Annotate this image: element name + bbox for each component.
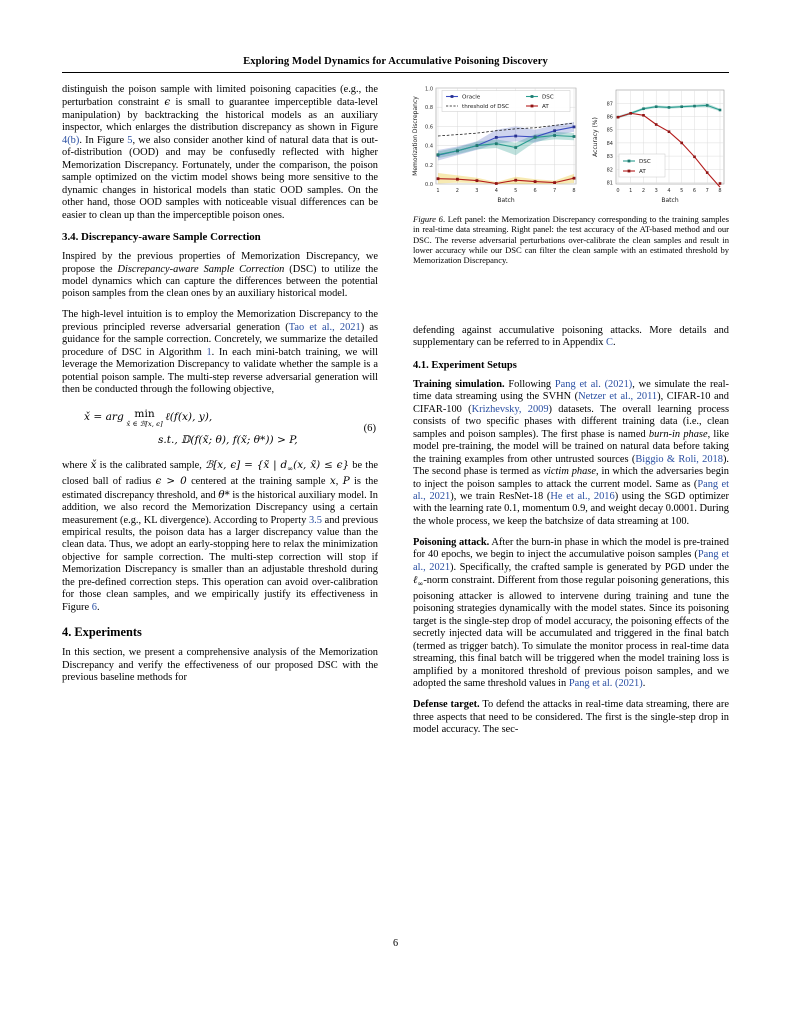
poisoning-attack-head: Poisoning attack. [413,536,490,548]
p4-m2c: (x, x̃) ≤ ϵ} [293,458,350,471]
svg-text:1: 1 [629,188,633,194]
p1-a: distinguish the poison sample with limited poisoning capacities (e.g., the perturbation constraint [62,84,378,109]
right-panel-legend [619,154,665,177]
rp3-ell-sub: ∞ [417,579,424,589]
equation-lhs: x̌ = arg [84,410,124,423]
svg-text:7: 7 [705,188,709,194]
svg-text:0.2: 0.2 [425,162,433,169]
svg-text:8: 8 [572,188,576,194]
rp2-f: ). The second phase is termed as [413,453,729,478]
training-simulation-head: Training simulation. [413,378,505,390]
citation-tao-2021[interactable]: Tao et al., 2021 [288,321,361,333]
legend-label-dsc: DSC [542,94,554,101]
p4-m6: θ* [218,488,230,501]
svg-text:5: 5 [514,188,518,194]
right-legend-label-dsc: DSC [639,158,651,165]
svg-text:0.6: 0.6 [425,124,433,131]
rp2-c: ), CIFAR-10 and CIFAR-100 ( [413,391,729,415]
equation-min-subscript: x̌ ∈ ℬ[x, ϵ] [126,419,163,428]
section-heading-4: 4. Experiments [62,625,142,640]
equation-6 [62,407,378,448]
citation-krizhevsky-2009[interactable]: Krizhevsky, 2009 [471,403,549,415]
right-x-ticks [616,188,721,194]
right-paragraph-3 [413,537,729,691]
defense-target-head: Defense target. [413,699,480,711]
p3-b: ) as guidance for the sample correction. Concretely, we summarize the detailed procedure of DSC in Algorithm [62,321,379,358]
svg-text:85: 85 [606,127,613,134]
svg-text:86: 86 [606,114,613,121]
p4-e: , [335,476,343,488]
running-head: Exploring Model Dynamics for Accumulative Poisoning Discovery [243,56,548,67]
right-y-axis-label: Accuracy (%) [592,117,599,157]
algorithm-ref-1[interactable]: 1 [206,346,212,358]
p4-g: is the historical auxiliary model. In addition, we also record the Memorization Discrepancy using a certain measurement (e.g., KL divergence). According to Property [62,489,378,526]
left-x-axis-label: Batch [497,197,515,204]
rp3-a: After the burn-in phase in which the model is pre-trained for 40 epochs, we begin to inject the accumulative poison samples ( [413,536,729,561]
svg-text:84: 84 [606,140,613,147]
right-legend-label-at: AT [639,168,646,175]
p2-italic: Discrepancy-aware Sample Correction [117,263,285,275]
rp2-italic-victim: victim phase [543,466,596,478]
rp2-a: Following [504,378,555,390]
legend-label-oracle: Oracle [462,94,481,101]
figure-ref-6[interactable]: 6 [91,601,97,613]
svg-text:1.0: 1.0 [425,86,433,93]
p4-m5: P [342,475,350,488]
page-number: 6 [392,938,399,949]
equation-rhs: ℓ(f(x), y), [165,410,213,423]
section-heading-3-4: 3.4. Discrepancy-aware Sample Correction [62,230,261,243]
rp1-b: . [612,337,616,349]
appendix-ref-c[interactable]: C [606,337,613,349]
rp2-italic-burn-in: burn-in phase [648,428,708,440]
p1-b: is small to guarantee imperceptible data-level manipulation) by backtracking the historical models as an auxiliary inspector, which enlarges the distribution discrepancy as shown in Figure [62,97,379,134]
citation-pang-2021-a[interactable]: Pang et al. (2021) [554,378,633,390]
citation-pang-2021-d[interactable]: Pang et al. (2021) [568,678,643,689]
right-paragraph-2 [413,379,729,528]
citation-pang-2021-c[interactable]: Pang et al., 2021 [413,549,729,573]
paragraph-2 [62,251,378,301]
paragraph-3 [62,309,378,396]
paragraph-5: In this section, we present a comprehensive analysis of the Memorization Discrepancy and verify the effectiveness of our proposed DSC with the previous baseline methods for [62,647,378,684]
p4-m3: ϵ > 0 [155,475,187,488]
svg-text:81: 81 [606,180,613,187]
p4-a: where [62,459,91,471]
svg-text:0.0: 0.0 [425,182,433,188]
p3-a: The high-level intuition is to employ the Memorization Discrepancy to the previous principled reverse adversarial generation ( [62,309,378,333]
p4-m4: x [329,475,336,488]
svg-text:0.8: 0.8 [425,105,433,112]
p4-i: . [96,601,100,613]
svg-text:3: 3 [475,188,479,194]
property-ref-3-5[interactable]: 3.5 [308,514,322,526]
figure-6 [410,82,732,210]
rp4-a: To defend the attacks in real-time data streaming, there are three aspects that need to be considered. The first is the single-step drop in model accuracy. The sec- [413,699,729,735]
p4-b: is the calibrated sample, [96,459,206,471]
equation-min: min [134,407,155,420]
svg-text:87: 87 [606,101,613,108]
chart-right-panel [582,82,737,210]
rp3-c: -norm constraint. Different from those regular poisoning generations, this poisoning attacker is allowed to intervene during training and tune the poisoning strategies dynamically with the model states. Since its poisoning target is the single-step drop of model accuracy, the poisoning effects of the secretly injected data will be accumulated and triggered in the final batch (termed as trigger batch). To simulate the monitor process in real-time data streaming, this final batch will be triggered when the model training loss is amplified by a monitored threshold of previous poison samples, and we adopted the same threshold values in [413,575,730,689]
rp2-i: ) using the SGD optimizer with the learning rate 0.1, momentum 0.9, and weight decay 0.0001. During the whole process, we keep the batchsize of data streaming at 100. [413,490,729,527]
svg-text:4: 4 [494,188,498,194]
left-panel-plot-area [412,87,576,205]
figure-ref-5[interactable]: 5 [127,134,133,146]
equation-argmin [126,407,162,428]
chart-left-panel [406,82,584,210]
svg-text:8: 8 [718,188,722,194]
paragraph-4 [62,459,378,615]
paragraph-1 [62,84,378,222]
p1-epsilon: ϵ [164,96,171,109]
citation-he-2016[interactable]: He et al., 2016 [550,490,615,502]
legend-label-at: AT [542,103,549,110]
rp3-b: ). Specifically, the crafted sample is generated by PGD under the [450,561,729,573]
svg-text:2: 2 [455,188,459,194]
citation-netzer-2011[interactable]: Netzer et al., 2011 [578,391,658,403]
right-paragraph-1 [413,325,729,350]
left-x-ticks [436,188,575,194]
header-rule [62,72,729,73]
svg-text:6: 6 [692,188,697,194]
rp2-e: , like model pre-training, the model will be trained on natural data before taking the training examples from other untrusted sources ( [413,428,730,465]
rp3-d: . [642,678,646,689]
figure-panels [410,82,732,210]
legend-label-threshold: threshold of DSC [462,103,510,110]
svg-text:3: 3 [654,188,658,194]
p2-b: (DSC) to utilize the model dynamics which can capture the differences between the potential poison samples from the clean ones by an auxiliary historical model. [62,263,378,300]
figure-caption [413,214,729,266]
figure-caption-text: . Left panel: the Memorization Discrepancy corresponding to the training samples in real-time data streaming. Right panel: the test accuracy of the AT-based method and our DSC. The reverse adversarial perturbations over-calibrate the clean samples and result in lower accuracy while our DSC can filter the clean sample with an estimated threshold by Memorization Discrepancy. [413,214,729,266]
equation-line-1 [62,407,378,428]
p4-m2: ℬ[x, ϵ] = {x̃ | d [205,458,288,471]
left-column [62,84,378,693]
equation-number: (6) [363,422,376,434]
p1-c: . In Figure [79,134,128,146]
rp1-a: defending against accumulative poisoning attacks. More details and supplementary can be referred to in Appendix [413,325,729,349]
right-paragraph-4 [413,699,729,736]
svg-text:7: 7 [553,188,557,194]
p4-h: and previous empirical results, the poison data has a larger discrepancy value than the clean data. Thus, we adopt an early-stopping here to relax the minimization objective for sample correction. The multi-step correction will stop if Memorization Discrepancy is smaller than an adjustable threshold during the pre-defined correction steps. This operation can avoid over-calibration for those clean samples, and we empirically justify its effectiveness in Figure [62,514,379,613]
p4-c: be the closed ball of radius [62,459,378,488]
left-y-axis-label: Memorization Discrepancy [412,96,419,176]
rp2-g: , in which the adversaries begin to inject the poison samples to attack the current model. Same as ( [413,466,729,490]
figure-ref-4b[interactable]: 4(b) [62,134,80,146]
left-y-ticks [425,87,433,189]
svg-text:0: 0 [616,188,620,194]
left-panel-legend [442,91,570,112]
svg-text:5: 5 [680,188,684,194]
right-y-ticks [607,101,613,186]
section-heading-4-1: 4.1. Experiment Setups [413,359,517,371]
svg-text:1: 1 [436,188,440,194]
rp2-b: , we simulate the real-time data streaming using the SVHN ( [413,378,729,403]
rp3-ell: ℓ [413,574,418,587]
p3-c: . In each mini-batch training, we will leverage the Memorization Discrepancy to validate whether the sample is a potential poison sample. The multi-step reverse adversarial generation will then be conducted through the following objective, [62,346,378,396]
equation-constraint: s.t., 𝔻(f(x̃; θ), f(x̃; θ*)) > P, [158,433,298,446]
svg-text:0.4: 0.4 [425,143,433,150]
svg-text:82: 82 [606,167,613,174]
citation-pang-2021-b[interactable]: Pang et al., 2021 [413,478,729,502]
right-column [413,325,729,745]
rp2-h: ), we train ResNet-18 ( [450,490,551,502]
svg-text:4: 4 [667,188,671,194]
right-x-axis-label: Batch [661,197,679,204]
p4-m2-sub: ∞ [287,463,294,473]
p4-d: centered at the training sample [186,476,330,488]
svg-text:2: 2 [641,188,646,194]
figure-caption-label: Figure 6 [413,214,443,224]
p4-f: is the estimated discrepancy threshold, and [62,476,378,501]
citation-biggio-roli-2018[interactable]: Biggio & Roli, 2018 [635,453,723,465]
right-panel-plot-area [592,90,724,204]
p2-a: Inspired by the previous properties of Memorization Discrepancy, we propose the [62,251,378,275]
p4-m1: x̌ [90,458,97,471]
p1-d: , we also consider another kind of natural data that is out-of-distribution (OOD) and may be confusedly reflected with higher Memorization Discrepancy. Fortunately, under the comparison, the poison sample optimized on the victim model shows being more sensitive to the dynamic changes in historical models than static OOD samples. On the other hand, those OOD samples with noticeable visual differences can be easier to clean up than the imperceptible poison ones. [62,134,378,221]
svg-text:6: 6 [533,188,537,194]
rp2-d: ) datasets. The overall learning process consists of two specific phases with different training data (i.e., clean samples and poison samples). The first phase is named [413,403,729,440]
svg-text:83: 83 [606,154,613,161]
